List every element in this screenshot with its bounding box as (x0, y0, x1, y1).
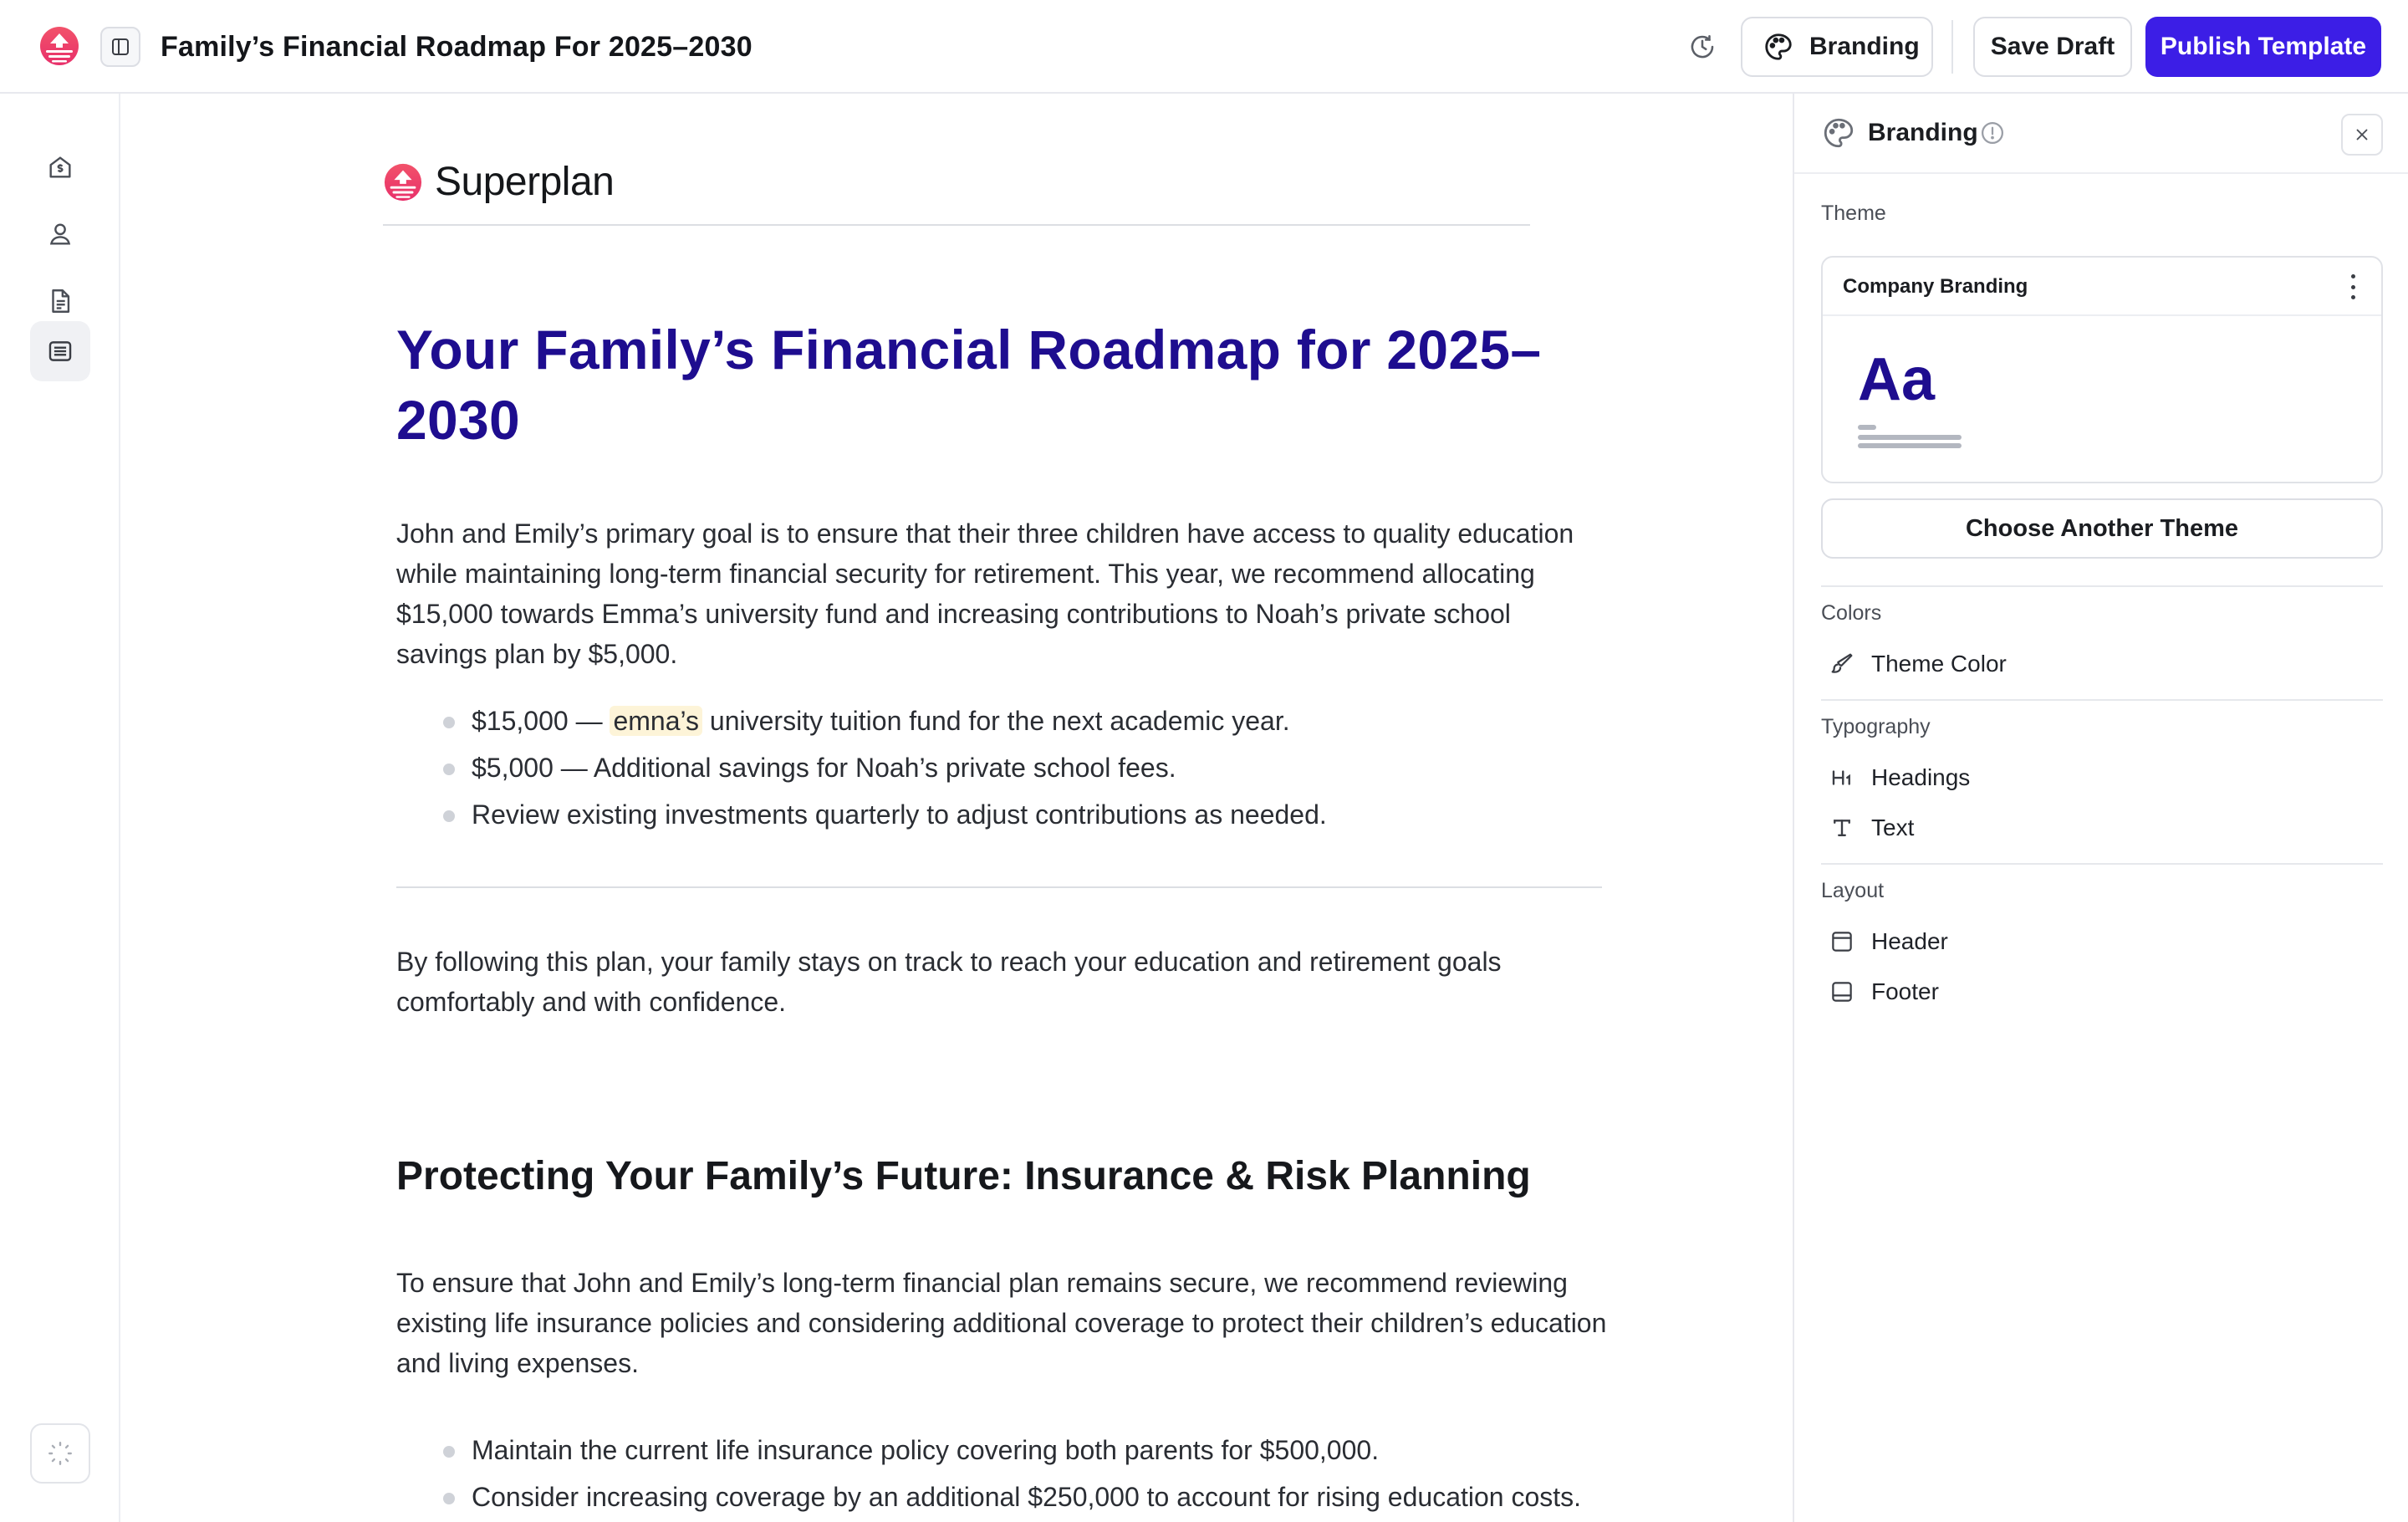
list-item-text: university tuition fund for the next academic year. (702, 706, 1290, 736)
document-heading[interactable]: Your Family’s Financial Roadmap for 2025–2030 (396, 319, 1542, 451)
home-dollar-icon (46, 153, 74, 181)
choose-another-theme-button[interactable]: Choose Another Theme (1821, 498, 2383, 559)
palette-icon (1821, 115, 1856, 151)
publish-template-button[interactable]: Publish Template (2145, 17, 2381, 77)
document-title[interactable]: Family’s Financial Roadmap For 2025–2030 (161, 31, 752, 63)
highlighted-word[interactable]: emna’s (610, 706, 702, 736)
history-button[interactable] (1684, 28, 1721, 65)
panel-title: Branding (1868, 119, 1978, 146)
sidebar-panel-icon (110, 37, 130, 57)
theme-card-header (1823, 258, 2381, 316)
document-canvas (122, 95, 1793, 1522)
status-indicator-button[interactable] (30, 1423, 90, 1484)
palette-icon (1763, 31, 1794, 63)
headings-option[interactable] (1828, 759, 1970, 796)
theme-preview-line (1858, 443, 1962, 448)
branding-panel (1793, 94, 2408, 1522)
text-type-icon (1829, 815, 1854, 840)
theme-preview-line (1858, 425, 1876, 430)
header-option[interactable] (1828, 923, 1948, 960)
user-icon (46, 220, 74, 248)
typography-section-label: Typography (1821, 715, 1931, 738)
header-divider (383, 224, 1530, 226)
panel-header (1794, 94, 2408, 174)
insurance-list (450, 1427, 1620, 1520)
loading-icon (46, 1439, 74, 1468)
theme-name: Company Branding (1843, 275, 2028, 298)
section-divider (396, 886, 1602, 888)
list-item-text: $15,000 — (472, 706, 610, 736)
theme-section-label: Theme (1821, 202, 1886, 225)
theme-color-option[interactable] (1828, 646, 2007, 682)
topbar-divider (1951, 20, 1953, 74)
superplan-logo-icon (383, 162, 423, 202)
heading-icon (1829, 765, 1854, 790)
intro-paragraph[interactable]: John and Emily’s primary goal is to ensure that their three children have access to quality education while maintaining long-term financial security for retirement. This year, we recommend allocating $15,000 towards Emma’s university fund and increasing contributions to Noah’s private school savings plan by $5,000. (396, 518, 1574, 669)
list-item[interactable]: $5,000 — Additional savings for Noah’s private school fees. (450, 744, 1620, 791)
history-clock-icon (1688, 33, 1717, 61)
panel-divider (1821, 585, 2383, 587)
sidebar-toggle-button[interactable] (100, 27, 140, 67)
section-heading[interactable]: Protecting Your Family’s Future: Insurance & Risk Planning (396, 1154, 1531, 1198)
panel-divider (1821, 863, 2383, 865)
list-item[interactable]: Consider increasing coverage by an additional $250,000 to account for rising education costs. (450, 1473, 1620, 1520)
footer-label: Footer (1871, 978, 1939, 1004)
rail-item-clients[interactable] (30, 204, 90, 264)
theme-card[interactable] (1821, 256, 2383, 483)
document-icon (46, 287, 74, 315)
brush-icon (1829, 651, 1855, 677)
top-bar (0, 0, 2408, 94)
close-icon (2353, 125, 2371, 144)
text-option[interactable] (1828, 810, 1914, 846)
list-item[interactable]: Maintain the current life insurance policy covering both parents for $500,000. (450, 1427, 1620, 1473)
layout-section-label: Layout (1821, 879, 1885, 902)
text-label: Text (1871, 815, 1915, 840)
branding-button[interactable] (1741, 17, 1933, 77)
template-icon (46, 337, 74, 365)
left-nav-rail (0, 94, 120, 1522)
brand-name: Superplan (435, 160, 615, 204)
panel-divider (1821, 699, 2383, 701)
rail-item-home[interactable] (30, 137, 90, 197)
theme-color-label: Theme Color (1871, 651, 2007, 677)
colors-section-label: Colors (1821, 601, 1882, 625)
allocation-list (450, 697, 1620, 838)
theme-preview-text: Aa (1858, 346, 1936, 413)
superplan-logo-icon[interactable] (38, 25, 80, 67)
save-draft-button[interactable]: Save Draft (1973, 17, 2132, 77)
header-label: Header (1871, 928, 1948, 954)
closing-paragraph[interactable]: By following this plan, your family stays on track to reach your education and retirement goals comfortably and with confidence. (396, 947, 1502, 1017)
branding-button-label: Branding (1809, 33, 1920, 60)
headings-label: Headings (1871, 764, 1971, 790)
insurance-paragraph[interactable]: To ensure that John and Emily’s long-term financial plan remains secure, we recommend reviewing existing life insurance policies and considering additional coverage to protect their children’s education and living expenses. (396, 1268, 1607, 1378)
list-item[interactable]: Review existing investments quarterly to adjust contributions as needed. (450, 791, 1620, 838)
rail-item-templates[interactable] (30, 321, 90, 381)
footer-option[interactable] (1828, 973, 1939, 1010)
more-options-icon[interactable] (2344, 271, 2361, 303)
close-panel-button[interactable] (2341, 114, 2383, 156)
layout-footer-icon (1829, 979, 1854, 1004)
layout-header-icon (1829, 929, 1854, 954)
list-item[interactable] (450, 697, 1620, 744)
info-icon[interactable] (1980, 120, 2005, 146)
document-brand-header[interactable] (383, 157, 614, 207)
theme-preview-line (1858, 435, 1962, 440)
